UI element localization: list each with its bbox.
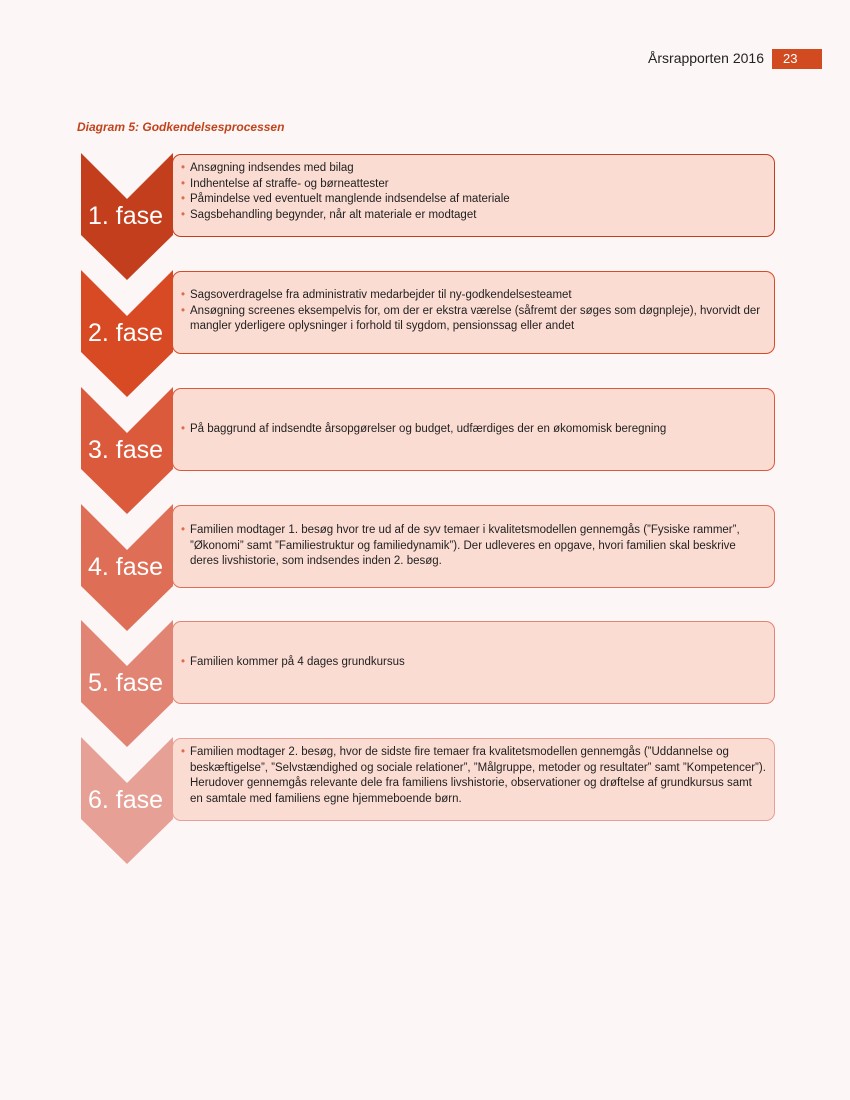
phase-2-bullet-item: • Ansøgning screenes eksempelvis for, om der er ekstra værelse (såfremt der søges som døgnpleje), hvorvidt der mangler yderligere oplysninger i forhold til sygdom, pensionssag eller andet [181,304,766,335]
phase-1-label: 1. fase [88,202,164,230]
phase-5-label: 5. fase [88,669,164,697]
phase-2-bullet-list [181,288,766,335]
phase-2-bullet-item: • Sagsoverdragelse fra administrativ medarbejder til ny-godkendelsesteamet [181,288,766,304]
phase-6-label: 6. fase [88,786,164,814]
phase-4-bullet-list [181,523,766,570]
phase-3-description-box [172,388,775,471]
phase-4-description-box [172,505,775,588]
phase-6-bullet-list [181,745,766,807]
page-number-badge: 23 [772,49,822,69]
diagram-title: Diagram 5: Godkendelsesprocessen [77,120,285,134]
phase-3-label: 3. fase [88,436,164,464]
phase-6-description-box [172,738,775,821]
phase-3-bullet-list [181,422,766,438]
phase-6-bullet-item: • Familien modtager 2. besøg, hvor de sidste fire temaer fra kvalitetsmodellen gennemgås (”Uddannelse og beskæftigelse”, ”Selvstændighed og sociale relationer”, ”Målgruppe, metoder og resultater” samt ”Kompetencer”). Herudover gennemgås relevante dele fra familiens livshistorie, observationer og drøftelse af grundkursus samt en samtale med familiens egne hjemmeboende børn. [181,745,766,807]
phase-2-label: 2. fase [88,319,164,347]
phase-1-bullet-item: • Indhentelse af straffe- og børneattester [181,177,766,193]
running-header-title: Årsrapporten 2016 [648,50,764,66]
phase-3-bullet-item: • På baggrund af indsendte årsopgørelser og budget, udfærdiges der en økomomisk beregning [181,422,766,438]
phase-1-bullet-item: • Ansøgning indsendes med bilag [181,161,766,177]
phase-4-bullet-item: • Familien modtager 1. besøg hvor tre ud af de syv temaer i kvalitetsmodellen gennemgås (”Fysiske rammer”, ”Økonomi” samt ”Familiestruktur og familiedynamik”). Der udleveres en opgave, hvori familien skal beskrive deres livshistorie, som indsendes inden 2. besøg. [181,523,766,570]
phase-2-description-box [172,271,775,354]
phase-1-bullet-item: • Påmindelse ved eventuelt manglende indsendelse af materiale [181,192,766,208]
phase-1-bullet-list [181,161,766,223]
phase-1-description-box [172,154,775,237]
phase-5-bullet-item: • Familien kommer på 4 dages grundkursus [181,655,766,671]
phase-5-bullet-list [181,655,766,671]
phase-5-description-box [172,621,775,704]
phase-1-bullet-item: • Sagsbehandling begynder, når alt materiale er modtaget [181,208,766,224]
phase-4-label: 4. fase [88,553,164,581]
